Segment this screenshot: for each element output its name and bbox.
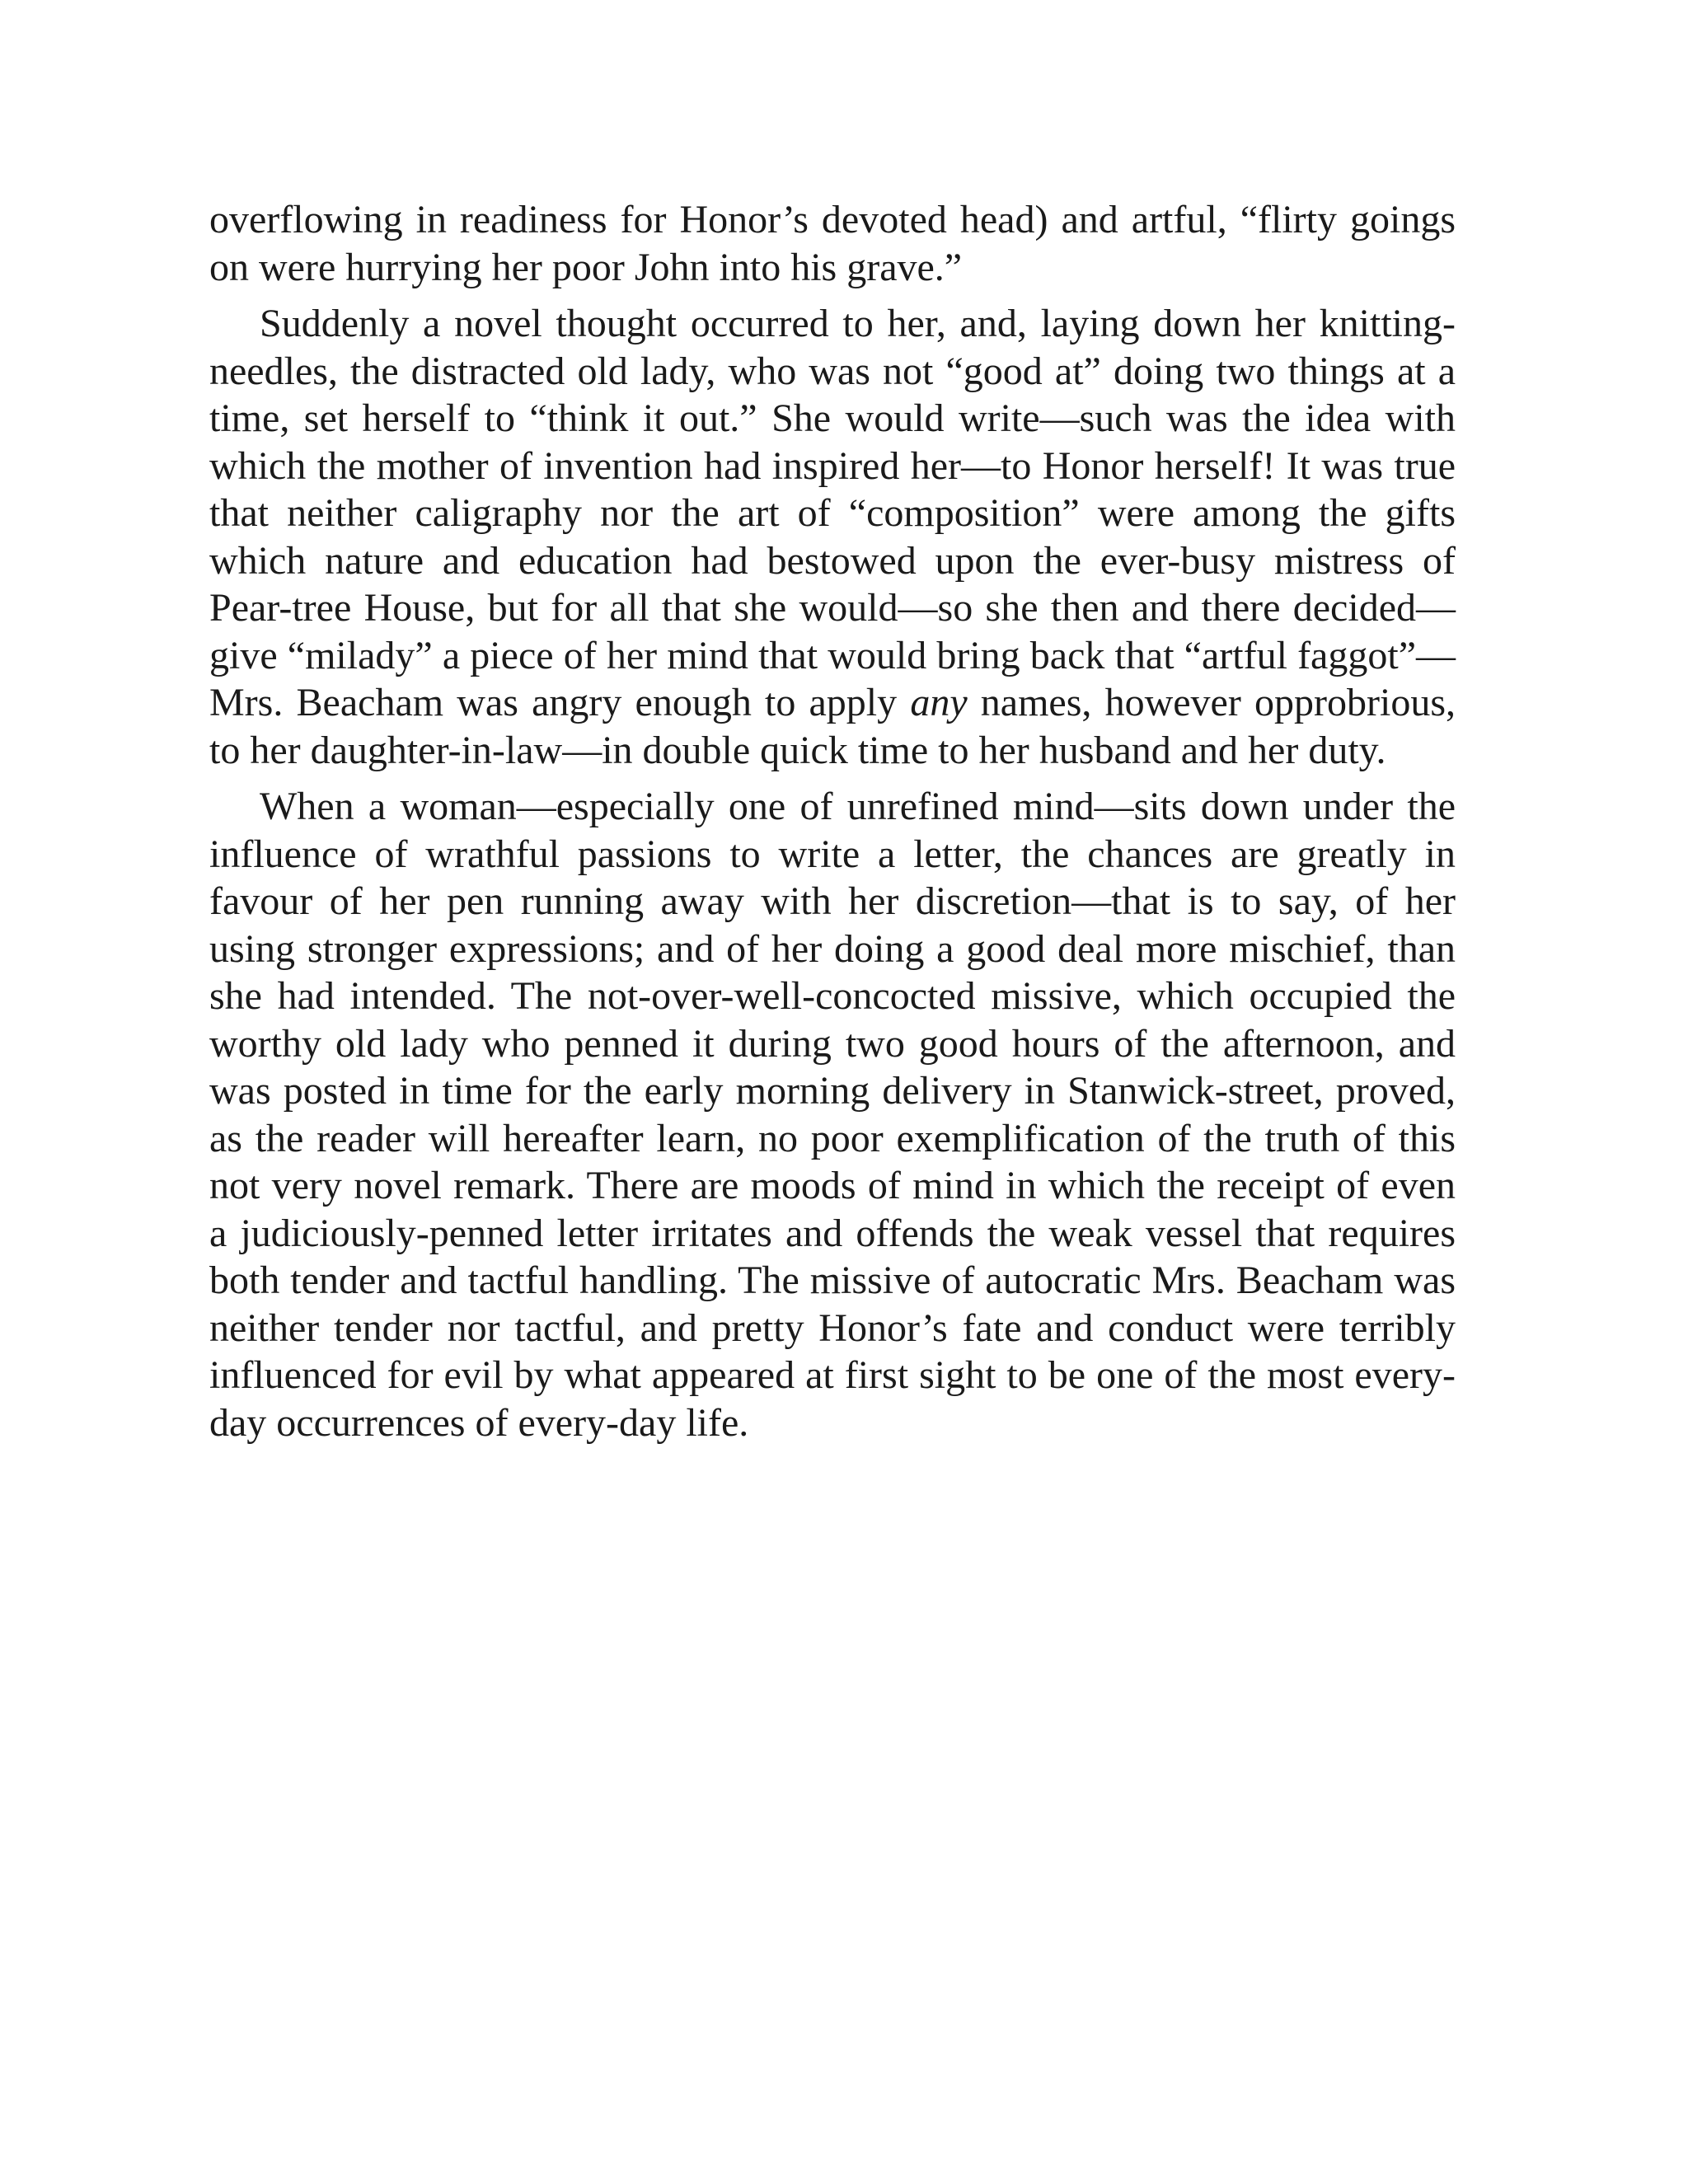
paragraph bbox=[209, 783, 1456, 1446]
paragraph bbox=[209, 300, 1456, 774]
paragraph-text: Suddenly a novel thought occurred to her, and, laying down her knitting-needles, the distracted old lady, who was not “good at” doing two things at a time, set herself to “think it out.” She would write—such was the idea with which the mother of invention had inspired her—to Honor herself! It was true that neither caligraphy nor the art of “composition” were among the gifts which nature and education had bestowed upon the ever-busy mistress of Pear-tree House, but for all that she would—so she then and there decided—give “milady” a piece of her mind that would bring back that “artful faggot”—Mrs. Beacham was angry enough to apply bbox=[209, 302, 1456, 724]
emphasis-text: any bbox=[910, 681, 968, 724]
paragraph-text: overflowing in readiness for Honor’s devoted head) and artful, “flirty goings on were hurrying her poor John into his grave.” bbox=[209, 198, 1456, 289]
paragraph-text: When a woman—especially one of unrefined mind—sits down under the influence of wrathful passions to write a letter, the chances are greatly in favour of her pen running away with her discretion—that is to say, of her using stronger expressions; and of her doing a good deal more mischief, than she had intended. The not-over-well-concocted missive, which occupied the worthy old lady who penned it during two good hours of the afternoon, and was posted in time for the early morning delivery in Stanwick-street, proved, as the reader will hereafter learn, no poor exemplification of the truth of this not very novel remark. There are moods of mind in which the receipt of even a judiciously-penned letter irritates and offends the weak vessel that requires both tender and tactful handling. The missive of autocratic Mrs. Beacham was neither tender nor tactful, and pretty Honor’s fate and conduct were terribly influenced for evil by what appeared at first sight to be one of the most every-day occurrences of every-day life. bbox=[209, 785, 1456, 1445]
paragraph-text: names, however opprobrious, to her daughter-in-law—in double quick time to her husband and her duty. bbox=[209, 681, 1456, 772]
page-body bbox=[209, 196, 1456, 1455]
paragraph bbox=[209, 196, 1456, 291]
